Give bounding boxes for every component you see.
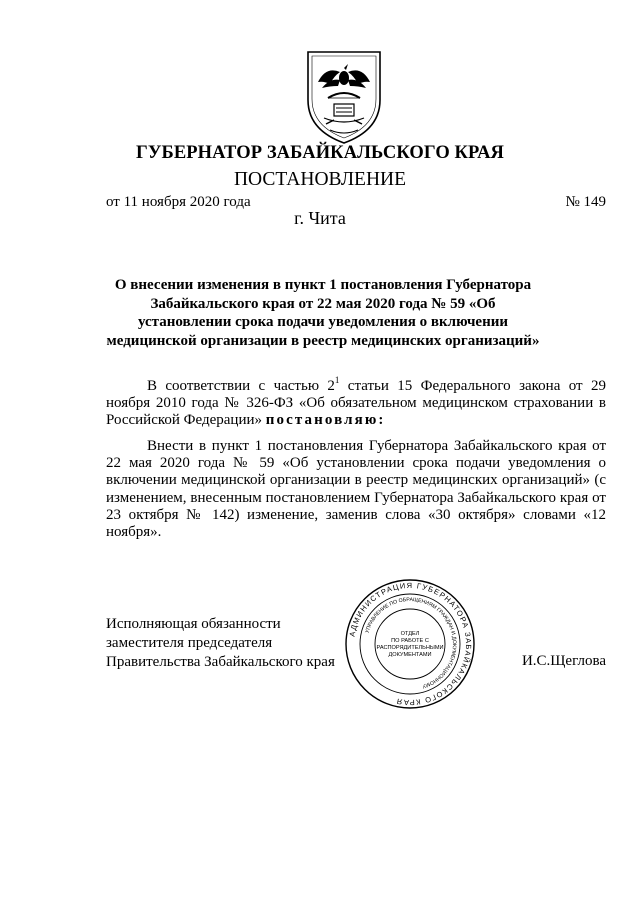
signatory-line-3: Правительства Забайкальского края [106, 654, 335, 670]
document-date: от 11 ноября 2020 года [106, 194, 251, 210]
document-title: О внесении изменения в пункт 1 постановления Губернатора Забайкальского края от 22 мая 2020 года № 59 «Об установлении срока подачи уведомления о включении медицинской организации в реестр медицинских организаций» [106, 277, 540, 349]
authority-heading: ГУБЕРНАТОР ЗАБАЙКАЛЬСКОГО КРАЯ [135, 143, 505, 163]
stamp-center-line-1: ОТДЕЛ [400, 631, 420, 637]
stamp-center-line-4: ДОКУМЕНТАМИ [388, 652, 432, 658]
stamp-inner-text: УПРАВЛЕНИЕ ПО ОБРАЩЕНИЯМ ГРАЖДАН И ДОКУМЕНТАЦИОННОМУ [364, 596, 458, 690]
stamp-outer-text: АДМИНИСТРАЦИЯ ГУБЕРНАТОРА ЗАБАЙКАЛЬСКОГО КРАЯ [347, 580, 474, 708]
preamble-text-start: В соответствии с частью 2 [147, 378, 335, 394]
signatory-line-1: Исполняющая обязанности [106, 616, 281, 632]
signatory-position [106, 615, 335, 672]
decree-word: постановляю: [265, 412, 386, 429]
resolution-paragraph: Внести в пункт 1 постановления Губернатора Забайкальского края от 22 мая 2020 года № 59 «Об установлении срока подачи уведомления о включении медицинской организации в реестр медицинских организаций» (с изменением, внесенным постановлением Губернатора Забайкальского края от 23 октября № 142) изменение, заменив слова «30 октября» словами «12 ноября». [106, 438, 606, 541]
coat-of-arms-icon [300, 48, 388, 146]
stamp-center-line-3: РАСПОРЯДИТЕЛЬНЫМИ [376, 645, 444, 651]
stamp-center-line-2: ПО РАБОТЕ С [391, 638, 429, 644]
document-type: ПОСТАНОВЛЕНИЕ [233, 169, 407, 190]
superscript: 1 [334, 375, 340, 385]
preamble-paragraph [106, 375, 606, 430]
signatory-line-2: заместителя председателя [106, 635, 273, 651]
preamble-text-end: статьи 15 Федерального закона от 29 ноября 2010 года № 326-ФЗ «Об обязательном медицинском страховании в Российской Федерации» [106, 378, 606, 429]
official-stamp [343, 577, 477, 711]
signatory-name: И.С.Щеглова [521, 653, 606, 669]
city-name: г. Чита [294, 208, 346, 228]
document-number: № 149 [565, 194, 606, 210]
